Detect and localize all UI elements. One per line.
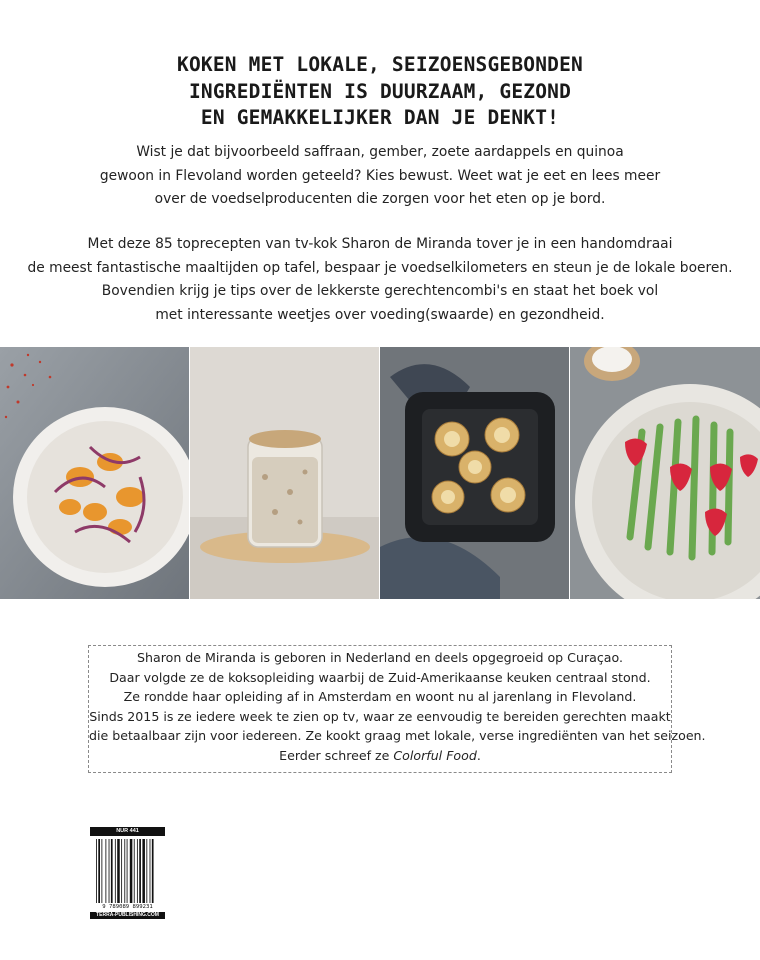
bio-line: Sinds 2015 is ze iedere week te zien op tv, waar ze eenvoudig te bereiden gerechten maakt bbox=[89, 708, 671, 724]
photo-roasted-garlic-pan bbox=[380, 347, 569, 599]
book-title: Colorful Food bbox=[393, 747, 477, 763]
bio-last-suffix: . bbox=[476, 747, 481, 763]
author-bio-text bbox=[89, 648, 706, 765]
intro-paragraph bbox=[0, 141, 760, 212]
barcode-icon bbox=[96, 839, 160, 903]
publisher-url: TERRA-PUBLISHING.COM bbox=[90, 912, 165, 919]
barcode-block bbox=[90, 827, 165, 919]
photo-asparagus-strawberry-plate bbox=[570, 347, 760, 599]
intro-line: Wist je dat bijvoorbeeld saffraan, gember, zoete aardappels en quinoa bbox=[136, 144, 624, 160]
isbn-number: 9 789089 899231 bbox=[102, 904, 153, 910]
bio-line: Ze rondde haar opleiding af in Amsterdam en woont nu al jarenlang in Flevoland. bbox=[123, 689, 637, 704]
headline-line: KOKEN MET LOKALE, SEIZOENSGEBONDEN bbox=[177, 53, 583, 76]
bio-line: die betaalbaar zijn voor iedereen. Ze kookt graag met lokale, verse ingrediënten van het seizoen. bbox=[89, 728, 706, 743]
photo-oat-jar bbox=[190, 347, 379, 599]
description-line: de meest fantastische maaltijden op tafel, bespaar je voedselkilometers en steun je de lokale boeren. bbox=[27, 259, 733, 276]
bio-line: Daar volgde ze de koksopleiding waarbij de Zuid-Amerikaanse keuken centraal stond. bbox=[109, 669, 651, 685]
bio-line-last bbox=[89, 746, 671, 766]
headline-line: INGREDIËNTEN IS DUURZAAM, GEZOND bbox=[188, 79, 572, 103]
intro-line: over de voedselproducenten die zorgen voor het eten op je bord. bbox=[154, 191, 606, 207]
description-paragraph bbox=[0, 233, 760, 327]
headline-line: EN GEMAKKELIJKER DAN JE DENKT! bbox=[200, 106, 560, 129]
bio-last-prefix: Eerder schreef ze bbox=[279, 747, 394, 763]
description-line: Met deze 85 toprecepten van tv-kok Sharon de Miranda tover je in een handomdraai bbox=[87, 236, 673, 252]
description-line: met interessante weetjes over voeding(swaarde) en gezondheid. bbox=[155, 306, 605, 323]
nur-label: NUR 441 bbox=[90, 827, 165, 836]
description-line: Bovendien krijg je tips over de lekkerste gerechtencombi's en staat het boek vol bbox=[101, 283, 659, 299]
photo-onion-apricot-bowl bbox=[0, 347, 189, 599]
bio-line: Sharon de Miranda is geboren in Nederland en deels opgegroeid op Curaçao. bbox=[137, 650, 623, 665]
photo-strip bbox=[0, 347, 760, 599]
headline bbox=[0, 52, 760, 132]
intro-line: gewoon in Flevoland worden geteeld? Kies bewust. Weet wat je eet en lees meer bbox=[99, 167, 661, 184]
author-bio-box bbox=[88, 645, 706, 773]
